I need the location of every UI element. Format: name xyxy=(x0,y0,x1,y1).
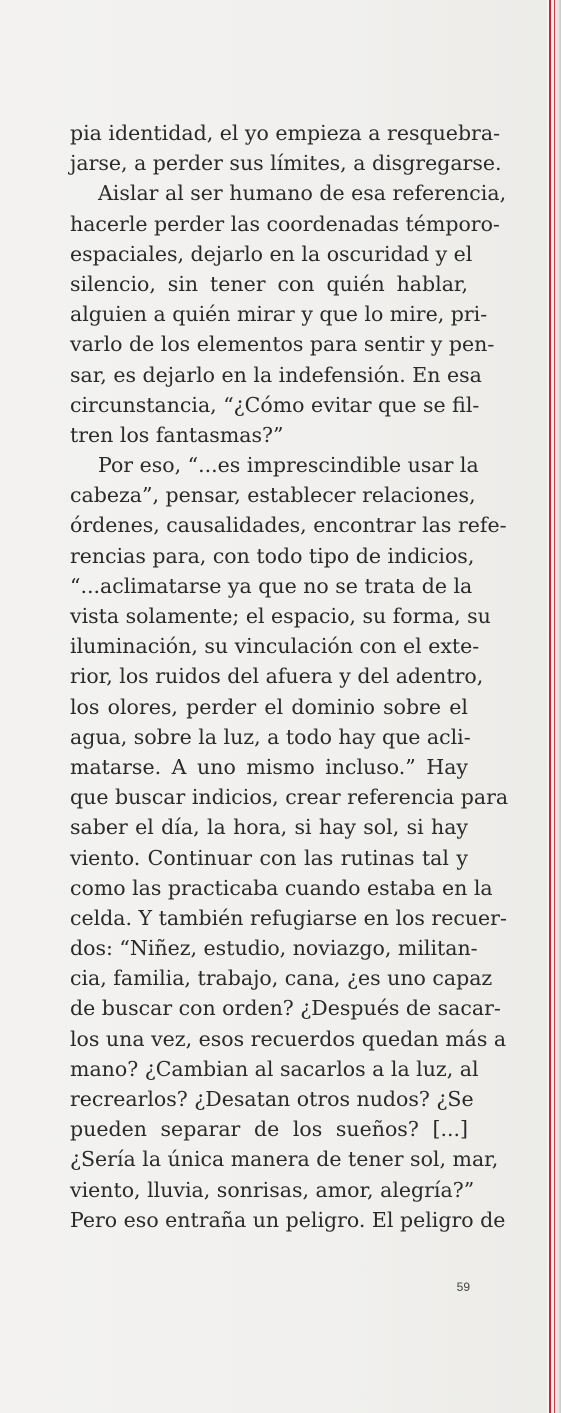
text-line: ¿Sería la única manera de tener sol, mar, xyxy=(70,1147,499,1172)
text-line: jarse, a perder sus límites, a disgregarse. xyxy=(70,151,502,176)
paragraph-start-line: Aislar al ser humano de esa referencia, xyxy=(98,181,507,206)
text-line: de buscar con orden? ¿Después de sacar- xyxy=(70,996,501,1021)
text-line: recrearlos? ¿Desatan otros nudos? ¿Se xyxy=(70,1087,474,1111)
text-line: matarse. A uno mismo incluso.” Hay xyxy=(70,754,468,779)
body-text xyxy=(70,118,509,1235)
text-line: rencias para, con todo tipo de indicios, xyxy=(70,543,475,568)
text-line: “...aclimatarse ya que no se trata de la xyxy=(70,573,473,598)
text-line: pia identidad, el yo empieza a resquebra- xyxy=(70,121,501,145)
text-line: celda. Y también refugiarse en los recuer- xyxy=(70,905,507,930)
text-line: hacerle perder las coordenadas témporo- xyxy=(70,211,500,236)
text-line: rior, los ruidos del afuera y del adentro, xyxy=(70,664,484,689)
text-line: vista solamente; el espacio, su forma, su xyxy=(70,604,491,628)
text-line: órdenes, causalidades, encontrar las refe- xyxy=(70,513,507,538)
paragraph-start-line: Por eso, “...es imprescindible usar la xyxy=(98,453,479,478)
text-line: cia, familia, trabajo, cana, ¿es uno capaz xyxy=(70,966,493,991)
text-line: viento, lluvia, sonrisas, amor, alegría?” xyxy=(70,1177,475,1202)
text-line: dos: “Niñez, estudio, noviazgo, militan- xyxy=(70,936,478,961)
text-line: viento. Continuar con las rutinas tal y xyxy=(70,845,468,870)
text-line: como las practicaba cuando estaba en la xyxy=(70,875,493,900)
text-line: sar, es dejarlo en la indefensión. En esa xyxy=(70,362,482,387)
text-line: alguien a quién mirar y que lo mire, pri- xyxy=(70,302,488,327)
text-line: que buscar indicios, crear referencia para xyxy=(70,785,509,810)
text-line: espaciales, dejarlo en la oscuridad y el xyxy=(70,241,473,266)
text-line: varlo de los elementos para sentir y pen- xyxy=(70,332,495,357)
text-line: saber el día, la hora, si hay sol, si hay xyxy=(70,815,468,840)
text-line: circunstancia, “¿Cómo evitar que se fil- xyxy=(70,392,480,417)
text-line: mano? ¿Cambian al sacarlos a la luz, al xyxy=(70,1056,479,1081)
text-line: Pero eso entraña un peligro. El peligro de xyxy=(70,1207,506,1232)
text-line: cabeza”, pensar, establecer relaciones, xyxy=(70,483,476,508)
text-line: los olores, perder el dominio sobre el xyxy=(70,694,468,719)
text-line: agua, sobre la luz, a todo hay que acli- xyxy=(70,724,471,749)
page-edge-decoration xyxy=(547,0,561,1413)
text-line: pueden separar de los sueños? [...] xyxy=(70,1117,468,1142)
text-line: silencio, sin tener con quién hablar, xyxy=(70,271,468,296)
text-line: iluminación, su vinculación con el exte- xyxy=(70,634,480,659)
text-line: los una vez, esos recuerdos quedan más a xyxy=(70,1026,507,1051)
page-number: 59 xyxy=(456,1280,470,1294)
text-line: tren los fantasmas?” xyxy=(70,422,284,447)
